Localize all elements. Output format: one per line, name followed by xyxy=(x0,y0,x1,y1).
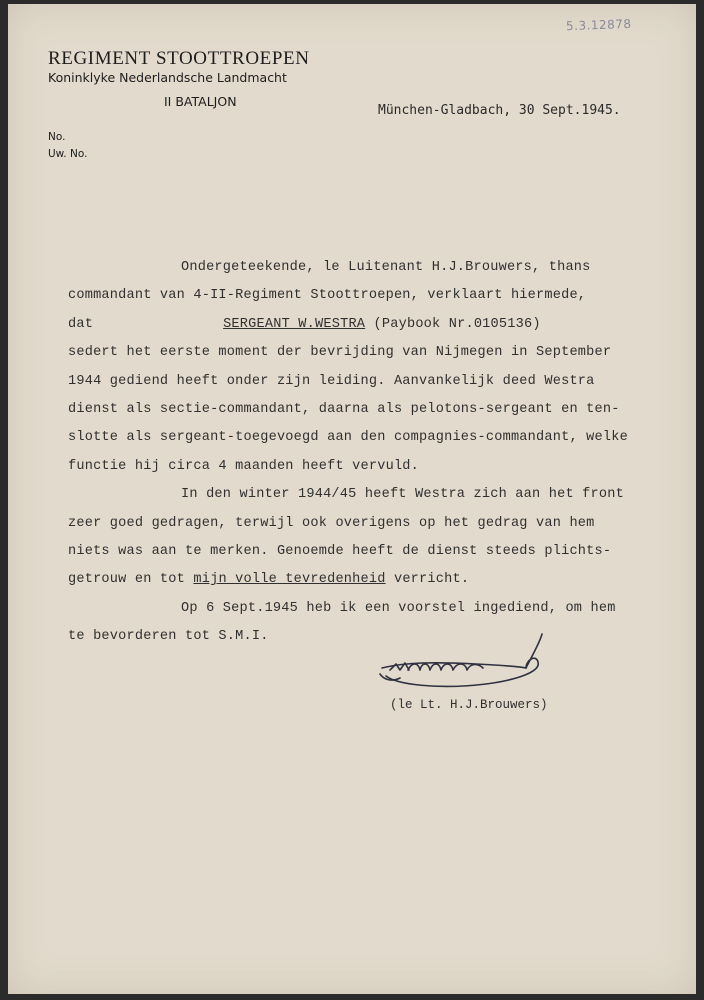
letter-line: 1944 gediend heeft onder zijn leiding. Aanvankelijk deed Westra xyxy=(68,373,595,389)
underlined-satisfaction: mijn volle tevredenheid xyxy=(193,572,386,588)
letter-dat: dat xyxy=(68,316,94,332)
letterhead xyxy=(48,48,310,110)
letter-line: dienst als sectie-commandant, daarna als pelotons-sergeant en ten- xyxy=(68,401,620,417)
letter-line xyxy=(68,311,668,339)
letter-line: Ondergeteekende, le Luitenant H.J.Brouwers, thans xyxy=(181,260,591,275)
letterhead-regiment: REGIMENT STOOTTROEPEN xyxy=(48,48,310,69)
archive-reference-mark: 5.3.12878 xyxy=(565,16,632,34)
sergeant-name: SERGEANT W.WESTRA xyxy=(223,316,366,332)
place-and-date: München-Gladbach, 30 Sept.1945. xyxy=(378,103,621,118)
handwritten-signature xyxy=(376,632,556,698)
letter-line: sedert het eerste moment der bevrijding van Nijmegen in September xyxy=(68,345,612,361)
letterhead-battalion: II BATALJON xyxy=(164,94,237,109)
reference-fields xyxy=(48,129,87,163)
letter-line: getrouw en tot mijn volle tevredenheid verricht. xyxy=(68,572,470,588)
ref-no-label: No. xyxy=(48,131,66,143)
letter-line: zeer goed gedragen, terwijl ook overigens op het gedrag van hem xyxy=(68,515,595,531)
signature-caption: (le Lt. H.J.Brouwers) xyxy=(390,698,548,712)
letter-line: In den winter 1944/45 heeft Westra zich aan het front xyxy=(181,487,624,503)
letter-line: Op 6 Sept.1945 heb ik een voorstel ingediend, om hem xyxy=(181,600,616,616)
document-page xyxy=(8,4,696,994)
letter-body xyxy=(68,254,668,651)
ref-uw-no-label: Uw. No. xyxy=(48,148,88,160)
letter-line: functie hij circa 4 maanden heeft vervuld. xyxy=(68,458,420,474)
letterhead-army: Koninklyke Nederlandsche Landmacht xyxy=(48,70,287,85)
paybook-number: (Paybook Nr.0105136) xyxy=(373,316,541,332)
letter-line: slotte als sergeant-toegevoegd aan den compagnies-commandant, welke xyxy=(68,430,628,446)
letter-line: te bevorderen tot S.M.I. xyxy=(68,629,269,645)
letter-line: niets was aan te merken. Genoemde heeft de dienst steeds plichts- xyxy=(68,543,612,559)
letter-line: commandant van 4-II-Regiment Stoottroepen, verklaart hiermede, xyxy=(68,288,587,304)
